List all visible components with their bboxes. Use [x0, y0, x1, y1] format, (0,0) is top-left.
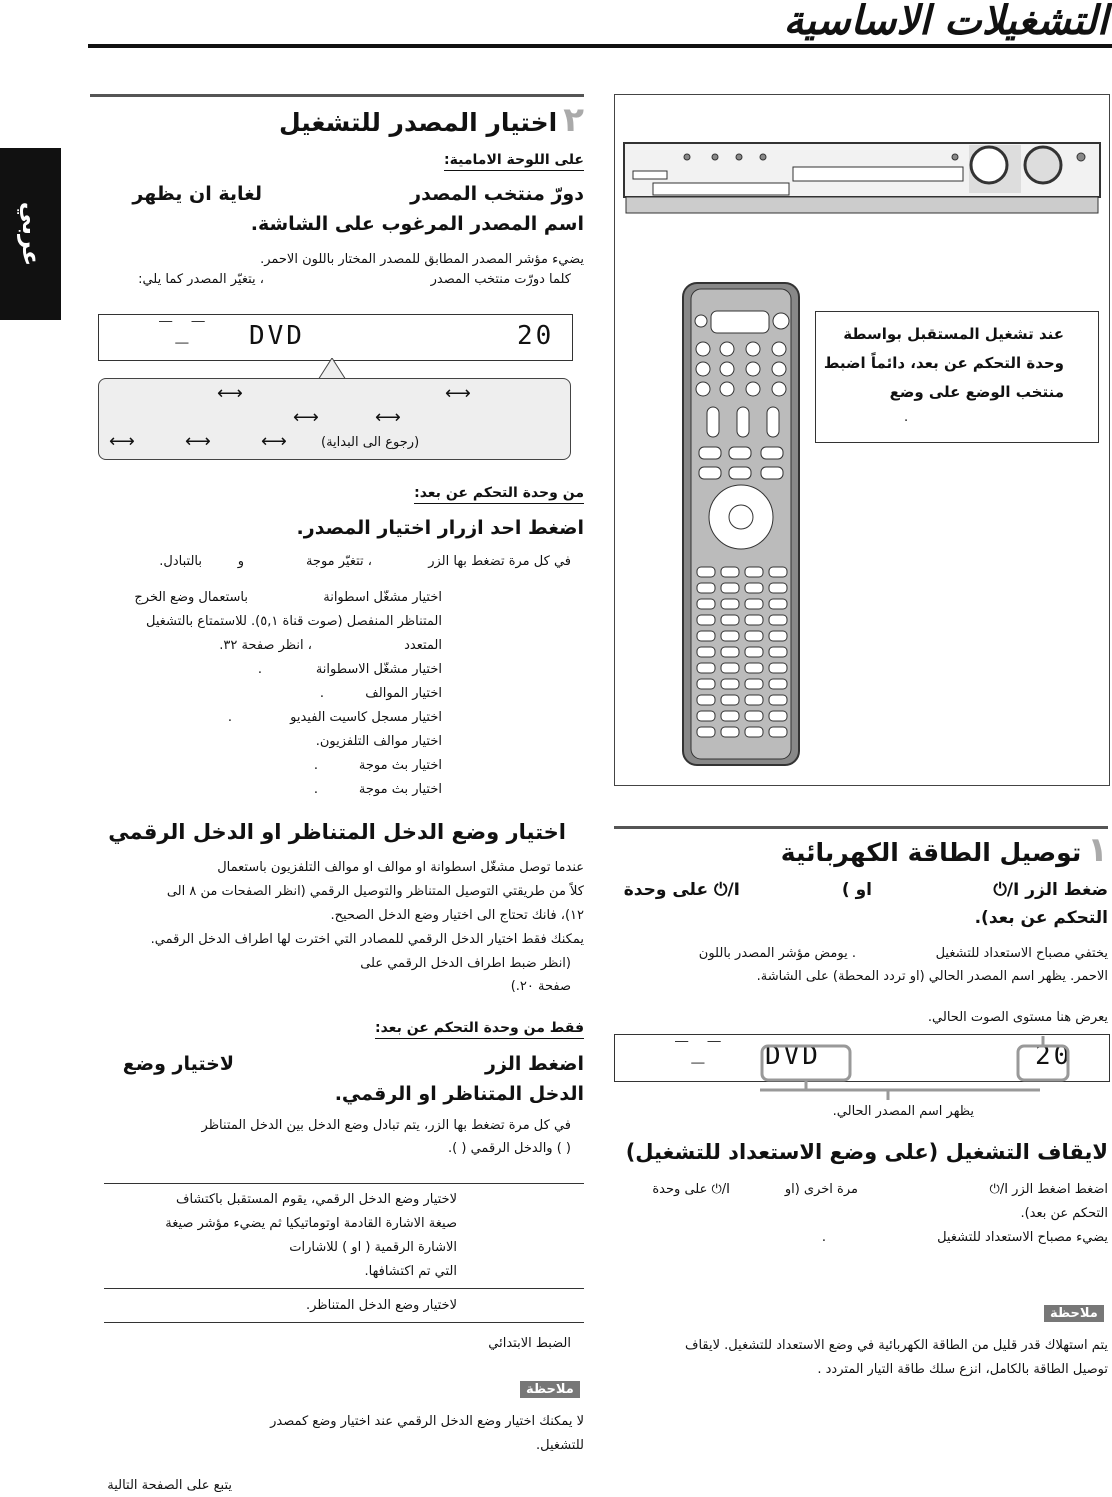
body-text: . يومض مؤشر المصدر باللون — [698, 946, 856, 961]
list-item: اختيار بث موجة — [358, 782, 442, 797]
step-text: لغاية ان يظهر — [132, 183, 262, 205]
source-cycle-box — [98, 378, 571, 460]
step-text: I/⏻ على وحدة — [623, 880, 740, 900]
display-mark: ‾_‾ — [159, 319, 208, 344]
cycle-arrow-icon: ⟷ — [109, 431, 135, 452]
body-text: كلما دورّت منتخب المصدر — [430, 272, 571, 287]
list-item: اختيار بث موجة — [358, 758, 442, 773]
step-text: او ) — [841, 880, 872, 900]
receiver-front-panel — [623, 139, 1101, 215]
table-cell: التي تم اكتشافها. — [364, 1264, 457, 1279]
list-item: اختيار مشغّل الاسطوانة — [315, 662, 442, 677]
note-label: ملاحظة — [1044, 1305, 1104, 1322]
cycle-arrow-icon: ⟷ — [261, 431, 287, 452]
section-number: ١ — [1087, 830, 1108, 870]
language-tab-label: عربي — [16, 201, 45, 267]
remote-note-line: عند تشغيل المستقبل بواسطة — [843, 325, 1064, 343]
section-title-text: توصيل الطاقة الكهربائية — [780, 838, 1082, 867]
remote-heading: من وحدة التحكم عن بعد: — [414, 485, 584, 504]
note-text: لا يمكنك اختيار وضع الدخل الرقمي عند اختيار وضع كمصدر — [270, 1414, 584, 1429]
list-item: المتعدد — [404, 638, 442, 653]
body-text: عندما توصل مشغّل اسطوانة او موالف او موالف التلفزيون باستعمال — [217, 860, 584, 875]
title-rule — [88, 44, 1112, 48]
cycle-arrow-icon: ⟷ — [217, 383, 243, 404]
list-item: . — [227, 710, 232, 725]
body-text: صفحة ٢٠.) — [510, 979, 571, 994]
cycle-arrow-icon: ⟷ — [185, 431, 211, 452]
return-to-start: (رجوع الى البداية) — [321, 435, 420, 450]
remote-note-box — [815, 311, 1099, 443]
front-panel-heading: على اللوحة الامامية: — [444, 152, 584, 171]
remote-note-line: منتخب الوضع على وضع — [889, 383, 1064, 401]
continued-label: يتبع على الصفحة التالية — [107, 1478, 232, 1493]
body-text: مرة اخرى (او — [784, 1182, 858, 1197]
standby-heading: لايقاف التشغيل (على وضع الاستعداد للتشغيل) — [625, 1140, 1108, 1164]
step-text: اضغط احد ازرار اختيار المصدر. — [296, 517, 584, 539]
note-text: يتم استهلاك قدر قليل من الطاقة الكهربائية في وضع الاستعداد للتشغيل. لايقاف — [684, 1338, 1108, 1353]
body-text: ( ) والدخل الرقمي ( ). — [448, 1141, 571, 1156]
cycle-arrow-icon: ⟷ — [445, 383, 471, 404]
step-text: دورّ منتخب المصدر — [410, 183, 584, 205]
table-divider — [104, 1288, 584, 1289]
table-cell: لاختيار وضع الدخل الرقمي، يقوم المستقبل باكتشاف — [176, 1192, 457, 1207]
step-text: لاختيار وضع — [122, 1053, 234, 1075]
initial-setting-label: الضبط الابتدائي — [488, 1336, 571, 1351]
body-text: اضغط اضغط الزر I/⏻ — [989, 1182, 1108, 1197]
body-text: في كل مرة تضغط بها الزر — [428, 554, 571, 569]
body-text: التحكم عن بعد). — [1020, 1206, 1108, 1221]
step-text: اضغط الزر — [485, 1053, 584, 1075]
cycle-arrow-icon: ⟷ — [293, 407, 319, 428]
remote-note-line: وحدة التحكم عن بعد، دائماً اضبط — [823, 354, 1064, 372]
remote-control — [681, 281, 801, 767]
step-text: ضغط الزر I/⏻ — [993, 880, 1108, 900]
remote-note-text — [824, 320, 1064, 407]
display-level: 20 — [517, 321, 555, 351]
body-text: كلاً من طريقتي التوصيل المتناظر والتوصيل الرقمي (انظر الصفحات من ٨ الى — [166, 884, 584, 899]
step-text: الدخل المتناظر او الرقمي. — [334, 1083, 584, 1105]
remote-only-heading: فقط من وحدة التحكم عن بعد: — [375, 1020, 584, 1039]
display-source: DVD — [765, 1041, 821, 1071]
receiver-display — [98, 314, 573, 361]
body-text: (انظر ضبط اطراف الدخل الرقمي على — [360, 956, 571, 971]
display-level: 20 — [1035, 1041, 1073, 1071]
illustration-panel — [614, 94, 1110, 786]
body-text: . — [821, 1230, 826, 1245]
list-item: . — [257, 662, 262, 677]
table-cell: لاختيار وضع الدخل المتناظر. — [306, 1298, 457, 1313]
list-item: اختيار مسجل كاسيت الفيديو — [290, 710, 442, 725]
list-item: اختيار مشغّل اسطوانة — [323, 590, 442, 605]
volume-level-label: يعرض هنا مستوى الصوت الحالي. — [927, 1010, 1108, 1025]
list-item: . — [313, 782, 318, 797]
cycle-arrow-icon: ⟷ — [375, 407, 401, 428]
note-label: ملاحظة — [520, 1381, 580, 1398]
section-number: ٢ — [563, 100, 584, 140]
section-title-power — [628, 830, 1108, 870]
body-text: الاحمر. يظهر اسم المصدر الحالي (او تردد المحطة) على الشاشة. — [756, 969, 1108, 984]
section-title-select-source — [104, 100, 584, 140]
step-text: اسم المصدر المرغوب على الشاشة. — [250, 213, 584, 235]
body-text: ، يتغيّر المصدر كما يلي: — [138, 272, 264, 287]
list-item: المتناظر المنفصل (صوت قناة ٥,١). للاستمتاع بالتشغيل — [146, 614, 442, 629]
section-title-digital-input: اختيار وضع الدخل المتناظر او الدخل الرقمي — [108, 820, 566, 844]
body-text: I/⏻ على وحدة — [652, 1182, 730, 1197]
page-title: التشغيلات الاساسية — [783, 0, 1108, 44]
note-text: توصيل الطاقة بالكامل، انزع سلك طاقة التيار المتردد . — [817, 1362, 1108, 1377]
section-title-text: اختيار المصدر للتشغيل — [278, 108, 558, 137]
remote-note-dot: . — [904, 410, 909, 425]
display-source: DVD — [249, 321, 305, 351]
section-rule — [90, 94, 584, 97]
body-text: و — [237, 554, 244, 569]
body-text: ١٢)، فانك تحتاج الى اختيار وضع الدخل الصحيح. — [330, 908, 584, 923]
display-mark: ‾_‾ — [675, 1039, 724, 1064]
body-text: ، تتغيّر موجة — [305, 554, 372, 569]
display-callouts — [740, 1028, 1080, 1102]
list-item: باستعمال وضع الخرج — [134, 590, 248, 605]
body-text: بالتبادل. — [159, 554, 202, 569]
section-rule — [614, 826, 1108, 829]
body-text: يضيء مؤشر المصدر المطابق للمصدر المختار باللون الاحمر. — [260, 252, 584, 267]
list-item: . — [313, 758, 318, 773]
language-tab — [0, 148, 61, 320]
body-text: في كل مرة تضغط بها الزر، يتم تبادل وضع الدخل بين الدخل المتناظر — [201, 1118, 571, 1133]
list-item: . — [319, 686, 324, 701]
body-text: يختفي مصباح الاستعداد للتشغيل — [935, 946, 1108, 961]
list-item: ، انظر صفحة ٣٢. — [219, 638, 312, 653]
note-text: للتشغيل. — [536, 1438, 584, 1453]
table-cell: صيغة الاشارة القادمة اوتوماتيكيا ثم يضيء مؤشر صيغة — [165, 1216, 457, 1231]
current-source-label: يظهر اسم المصدر الحالي. — [832, 1104, 974, 1119]
body-text: يمكنك فقط اختيار الدخل الرقمي للمصادر التي اخترت لها اطراف الدخل الرقمي. — [150, 932, 584, 947]
body-text: يضيء مصباح الاستعداد للتشغيل — [937, 1230, 1108, 1245]
table-cell: الاشارة الرقمية ( او ) للاشارات — [289, 1240, 457, 1255]
list-item: اختيار موالف التلفزيون. — [315, 734, 442, 749]
list-item: اختيار الموالف — [365, 686, 442, 701]
step-text: التحكم عن بعد). — [974, 908, 1108, 928]
